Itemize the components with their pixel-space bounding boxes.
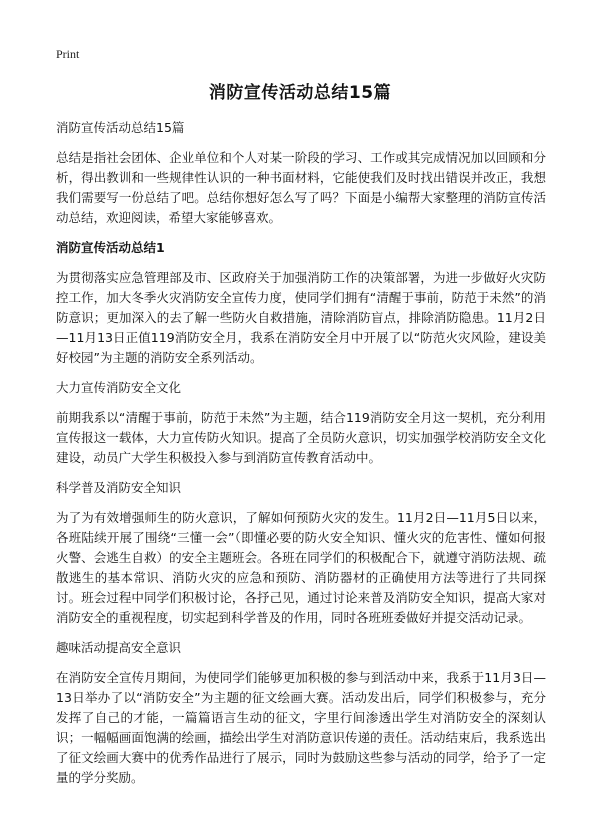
paragraph-background: 为贯彻落实应急管理部及市、区政府关于加强消防工作的决策部署，为进一步做好火灾防控工作，加大冬季火灾消防安全宣传力度，使同学们拥有“清醒于事前，防范于未然”的消防意识；更加深入的去了解一些防火自救措施，清除消防盲点，排除消防隐患。11月2日—11月13日正值119消防安全月，我系在消防安全月中开展了以“防范火灾风险，建设美好校园”为主题的消防安全系列活动。 [56, 270, 546, 365]
heading-activities: 趣味活动提高安全意识 [56, 640, 182, 655]
section-title: 消防宣传活动总结1 [56, 240, 165, 255]
paragraph-activities: 在消防安全宣传月期间，为使同学们能够更加积极的参与到活动中来，我系于11月3日—13日举办了以“消防安全”为主题的征文绘画大赛。活动发出后，同学们积极参与，充分发挥了自己的才能，一篇篇语言生动的征文，字里行间渗透出学生对消防安全的深刻认识；一幅幅画面饱满的绘画，描绘出学生对消防意识传递的责任。活动结束后，我系选出了征文绘画大赛中的优秀作品进行了展示，同时为鼓励这些参与活动的同学，给予了一定量的学分奖励。 [56, 670, 546, 785]
page-title: 消防宣传活动总结15篇 [208, 83, 392, 103]
document-subtitle: 消防宣传活动总结15篇 [56, 120, 185, 135]
intro-paragraph: 总结是指社会团体、企业单位和个人对某一阶段的学习、工作或其完成情况加以回顾和分析，得出教训和一些规律性认识的一种书面材料，它能使我们及时找出错误并改正，我想我们需要写一份总结了吧。总结你想好怎么写了吗？下面是小编帮大家整理的消防宣传活动总结，欢迎阅读，希望大家能够喜欢。 [56, 150, 546, 225]
document-body [56, 118, 546, 798]
print-link[interactable]: Print [56, 47, 80, 61]
heading-culture: 大力宣传消防安全文化 [56, 380, 182, 395]
heading-knowledge: 科学普及消防安全知识 [56, 480, 182, 495]
paragraph-culture: 前期我系以“清醒于事前，防范于未然”为主题，结合119消防安全月这一契机，充分利用宣传报这一载体，大力宣传防火知识。提高了全员防火意识，切实加强学校消防安全文化建设，动员广大学生积极投入参与到消防宣传教育活动中。 [56, 410, 546, 465]
paragraph-knowledge: 为了为有效增强师生的防火意识，了解如何预防火灾的发生。11月2日—11月5日以来，各班陆续开展了围绕“三懂一会”（即懂必要的防火安全知识、懂火灾的危害性、懂如何报火警、会逃生自救）的安全主题班会。各班在同学们的积极配合下，就遵守消防法规、疏散逃生的基本常识、消防火灾的应急和预防、消防器材的正确使用方法等进行了共同探讨。班会过程中同学们积极讨论，各抒己见，通过讨论来普及消防安全知识，提高大家对消防安全的重视程度，切实起到科学普及的作用，同时各班班委做好并提交活动记录。 [56, 510, 546, 625]
